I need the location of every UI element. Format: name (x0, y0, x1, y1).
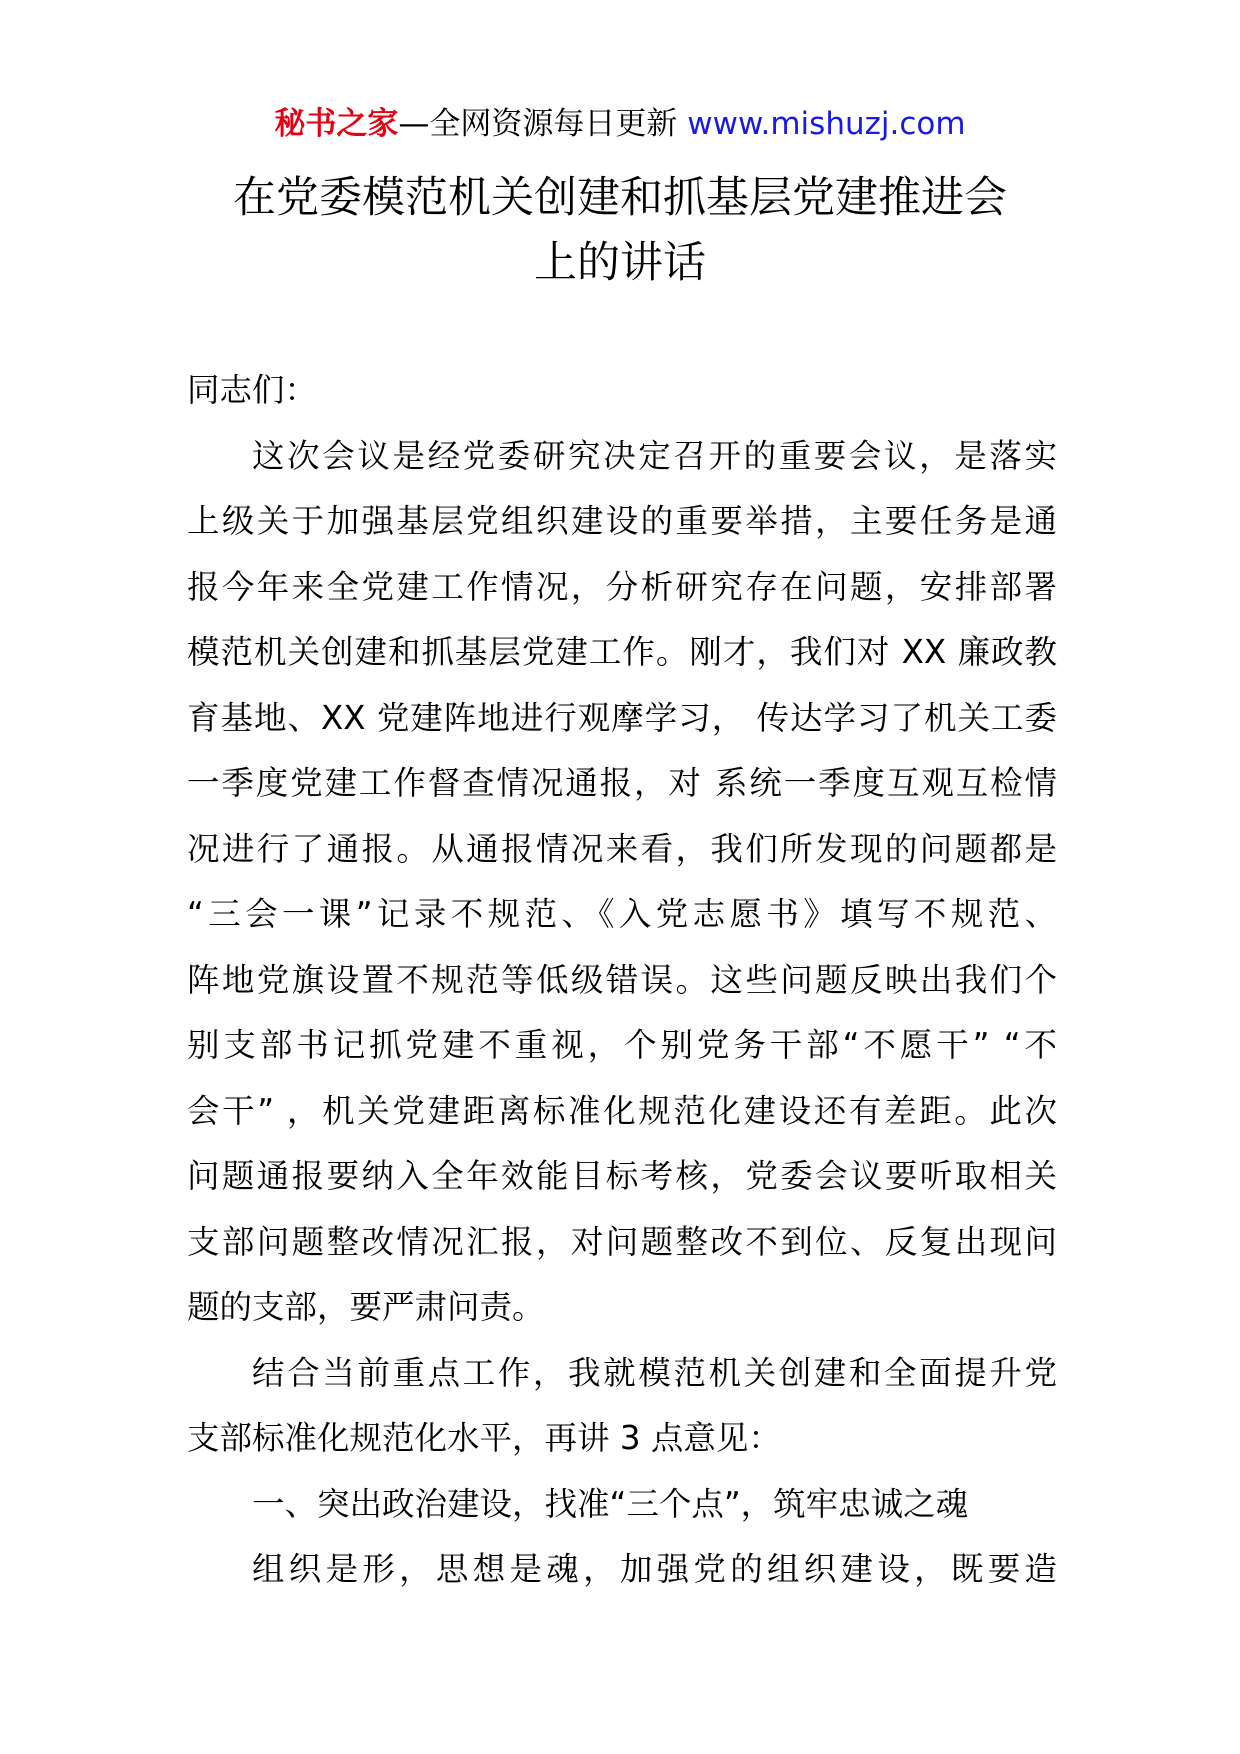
paragraph-1-line: 模范机关创建和抓基层党建工作。刚才，我们对 XX 廉政教 (187, 633, 1057, 671)
paragraph-1-line: “三会一课”记录不规范、《入党志愿书》填写不规范、 (187, 895, 1057, 933)
paragraph-2-line: 结合当前重点工作，我就模范机关创建和全面提升党 (252, 1353, 1057, 1392)
brand-name: 秘书之家 (274, 106, 399, 142)
paragraph-1-line: 一季度党建工作督查情况通报，对 系统一季度互观互检情 (187, 764, 1057, 802)
paragraph-3-line: 组织是形，思想是魂，加强党的组织建设，既要造 (252, 1550, 1057, 1588)
paragraph-1-line: 育基地、XX 党建阵地进行观摩学习， 传达学习了机关工委 (187, 698, 1057, 737)
paragraph-1-line: 这次会议是经党委研究决定召开的重要会议，是落实 (252, 436, 1057, 475)
paragraph-1-line: 支部问题整改情况汇报，对问题整改不到位、反复出现问 (187, 1222, 1057, 1261)
title-line-1: 在党委模范机关创建和抓基层党建推进会 (233, 173, 1007, 223)
paragraph-1-line: 报今年来全党建工作情况，分析研究存在问题，安排部署 (187, 567, 1057, 606)
salutation: 同志们： (187, 371, 318, 409)
document-body (187, 358, 1057, 1603)
section-heading-1: 一、突出政治建设，找准“三个点”，筑牢忠诚之魂 (252, 1484, 969, 1523)
paragraph-1-line: 题的支部，要严肃问责。 (187, 1288, 545, 1326)
title-line-2: 上的讲话 (534, 238, 706, 288)
paragraph-2-line: 支部标准化规范化水平，再讲 3 点意见： (187, 1419, 781, 1457)
paragraph-1-line: 况进行了通报。从通报情况来看，我们所发现的问题都是 (187, 829, 1057, 868)
watermark-banner (0, 104, 1240, 144)
paragraph-1-line: 问题通报要纳入全年效能目标考核，党委会议要听取相关 (187, 1157, 1057, 1195)
document-title (180, 166, 1060, 296)
paragraph-1-line: 会干” ，机关党建距离标准化规范化建设还有差距。此次 (187, 1091, 1057, 1130)
paragraph-1-line: 阵地党旗设置不规范等低级错误。这些问题反映出我们个 (187, 960, 1057, 999)
banner-slogan: —全网资源每日更新 (398, 106, 688, 142)
paragraph-1-line: 上级关于加强基层党组织建设的重要举措，主要任务是通 (187, 502, 1057, 540)
paragraph-1-line: 别支部书记抓党建不重视，个别党务干部“不愿干” “不 (187, 1026, 1057, 1064)
banner-url: www.mishuzj.com (687, 106, 966, 142)
